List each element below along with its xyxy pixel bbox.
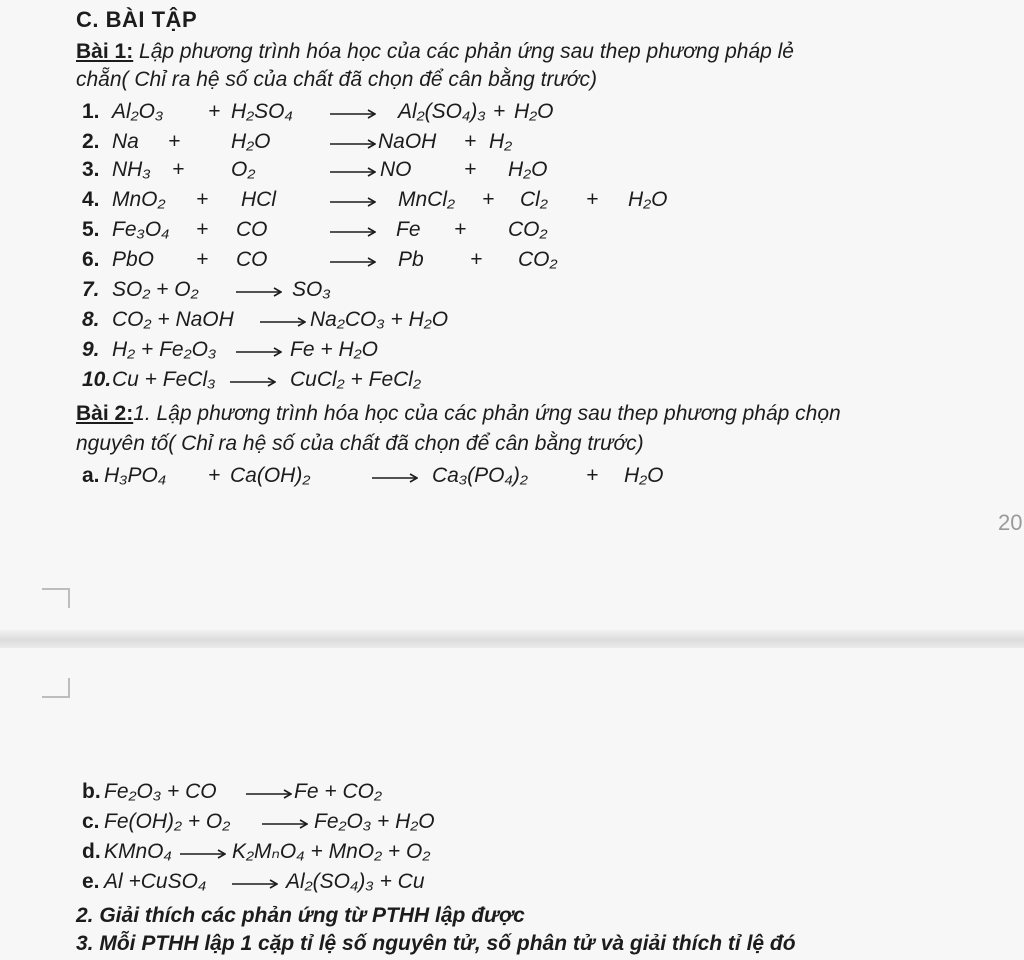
reaction-arrow-icon [232, 879, 278, 889]
reactant-term: SO₂ + O₂ [112, 278, 199, 301]
product-term: Al₂(SO₄)₃ + Cu [286, 870, 425, 893]
bai2-equation-number: c. [82, 810, 100, 833]
plus-sign: + [196, 248, 209, 271]
bai1-equation-number: 4. [82, 188, 100, 211]
product-term: Fe + CO₂ [294, 780, 382, 803]
reactant-term: CO₂ + NaOH [112, 308, 234, 331]
bai2-equation-2 [0, 778, 1024, 806]
product-term: Na₂CO₃ + H₂O [310, 308, 449, 331]
bai1-equation-number: 10. [82, 368, 112, 391]
plus-sign: + [196, 188, 209, 211]
reaction-arrow-icon [372, 473, 418, 483]
section-heading: C. BÀI TẬP [76, 7, 198, 32]
product-term: MnCl₂ [398, 188, 456, 211]
reaction-arrow-icon [180, 849, 226, 859]
crop-mark-bottom [42, 678, 70, 698]
product-term: Cl₂ [520, 188, 548, 211]
reaction-arrow-icon [236, 347, 282, 357]
bai1-equation-6 [0, 246, 1024, 274]
bai1-equation-number: 1. [82, 100, 100, 123]
reactant-term: Ca(OH)₂ [230, 464, 311, 487]
reaction-arrow-icon [230, 377, 276, 387]
reactant-term: Al +CuSO₄ [104, 870, 207, 893]
bai1-equation-number: 2. [82, 130, 100, 153]
reactant-term: Cu + FeCl₃ [112, 368, 216, 391]
reactant-term: Al₂O₃ [112, 100, 164, 123]
page-number: 20 [998, 510, 1023, 535]
bai2-question-3: 3. Mỗi PTHH lập 1 cặp tỉ lệ số nguyên tử, số phân tử và giải thích tỉ lệ đó [76, 932, 796, 955]
reactant-term: Fe(OH)₂ + O₂ [104, 810, 231, 833]
reaction-arrow-icon [330, 257, 376, 267]
crop-mark-top [42, 588, 70, 608]
bai2-equation-3 [0, 808, 1024, 836]
bai2-equation-4 [0, 838, 1024, 866]
reactant-term: Na [112, 130, 139, 153]
bai2-equation-number: d. [82, 840, 101, 863]
bai1-equation-number: 7. [82, 278, 100, 301]
reaction-arrow-icon [246, 789, 292, 799]
product-term: H₂O [514, 100, 554, 123]
reactant-term: KMnO₄ [104, 840, 172, 863]
plus-sign: + [493, 100, 506, 123]
bai1-instruction-line1 [76, 38, 794, 66]
reactant-term: CO [236, 218, 268, 241]
plus-sign: + [196, 218, 209, 241]
bai2-equation-number: b. [82, 780, 101, 803]
reaction-arrow-icon [330, 197, 376, 207]
reaction-arrow-icon [236, 287, 282, 297]
plus-sign: + [454, 218, 467, 241]
product-term: H₂O [628, 188, 668, 211]
bai1-equation-5 [0, 216, 1024, 244]
plus-sign: + [208, 100, 221, 123]
reactant-term: CO [236, 248, 268, 271]
bai1-equation-number: 9. [82, 338, 100, 361]
bai1-equation-9 [0, 336, 1024, 364]
bai1-equation-number: 8. [82, 308, 100, 331]
product-term: Fe + H₂O [290, 338, 378, 361]
plus-sign: + [172, 158, 185, 181]
bai2-instruction-line2: nguyên tố( Chỉ ra hệ số của chất đã chọn để cân bằng trước) [76, 432, 644, 455]
product-term: Fe [396, 218, 421, 241]
reactant-term: NH₃ [112, 158, 151, 181]
product-term: H₂ [489, 130, 513, 153]
plus-sign: + [586, 464, 599, 487]
reactant-term: H₂ + Fe₂O₃ [112, 338, 217, 361]
reaction-arrow-icon [330, 139, 376, 149]
bai1-equation-10 [0, 366, 1024, 394]
reactant-term: PbO [112, 248, 155, 271]
product-term: Pb [398, 248, 424, 271]
product-term: Al₂(SO₄)₃ [398, 100, 486, 123]
bai2-question-2: 2. Giải thích các phản ứng từ PTHH lập được [76, 904, 525, 927]
bai1-equation-2 [0, 128, 1024, 156]
plus-sign: + [168, 130, 181, 153]
plus-sign: + [470, 248, 483, 271]
bai2-equation-number: a. [82, 464, 100, 487]
bai1-text-1: Lập phương trình hóa học của các phản ứng sau thep phương pháp lẻ [133, 40, 794, 63]
product-term: NO [380, 158, 412, 181]
bai2-instruction-line1 [76, 400, 841, 428]
reactant-term: H₂O [231, 130, 271, 153]
bai1-equation-4 [0, 186, 1024, 214]
product-term: CO₂ [508, 218, 548, 241]
product-term: CuCl₂ + FeCl₂ [290, 368, 421, 391]
product-term: K₂MₙO₄ + MnO₂ + O₂ [232, 840, 431, 863]
reaction-arrow-icon [330, 227, 376, 237]
product-term: SO₃ [292, 278, 331, 301]
product-term: Fe₂O₃ + H₂O [314, 810, 435, 833]
bai1-equation-number: 6. [82, 248, 100, 271]
reactant-term: Fe₂O₃ + CO [104, 780, 217, 803]
plus-sign: + [464, 158, 477, 181]
bai1-equation-number: 5. [82, 218, 100, 241]
bai2-text-1: 1. Lập phương trình hóa học của các phản ứng sau thep phương pháp chọn [133, 402, 841, 425]
bai2-equation-1 [0, 462, 1024, 490]
reaction-arrow-icon [330, 167, 376, 177]
bai2-equation-number: e. [82, 870, 100, 893]
reactant-term: O₂ [231, 158, 256, 181]
product-term: H₂O [624, 464, 664, 487]
product-term: Ca₃(PO₄)₂ [432, 464, 528, 487]
plus-sign: + [208, 464, 221, 487]
reactant-term: Fe₃O₄ [112, 218, 170, 241]
bai1-equation-8 [0, 306, 1024, 334]
reaction-arrow-icon [330, 109, 376, 119]
bai1-instruction-line2: chẵn( Chỉ ra hệ số của chất đã chọn để cân bằng trước) [76, 68, 597, 91]
reactant-term: HCl [241, 188, 276, 211]
bai1-equation-7 [0, 276, 1024, 304]
bai1-equation-3 [0, 156, 1024, 184]
product-term: H₂O [508, 158, 548, 181]
reaction-arrow-icon [262, 819, 308, 829]
reactant-term: H₂SO₄ [231, 100, 293, 123]
reaction-arrow-icon [260, 317, 306, 327]
reactant-term: H₃PO₄ [104, 464, 167, 487]
product-term: CO₂ [518, 248, 558, 271]
reactant-term: MnO₂ [112, 188, 166, 211]
plus-sign: + [586, 188, 599, 211]
bai1-equation-number: 3. [82, 158, 100, 181]
bai2-equation-5 [0, 868, 1024, 896]
product-term: NaOH [378, 130, 437, 153]
plus-sign: + [482, 188, 495, 211]
bai2-title: Bài 2: [76, 402, 134, 425]
bai1-equation-1 [0, 98, 1024, 126]
bai1-title: Bài 1: [76, 40, 134, 63]
plus-sign: + [464, 130, 477, 153]
